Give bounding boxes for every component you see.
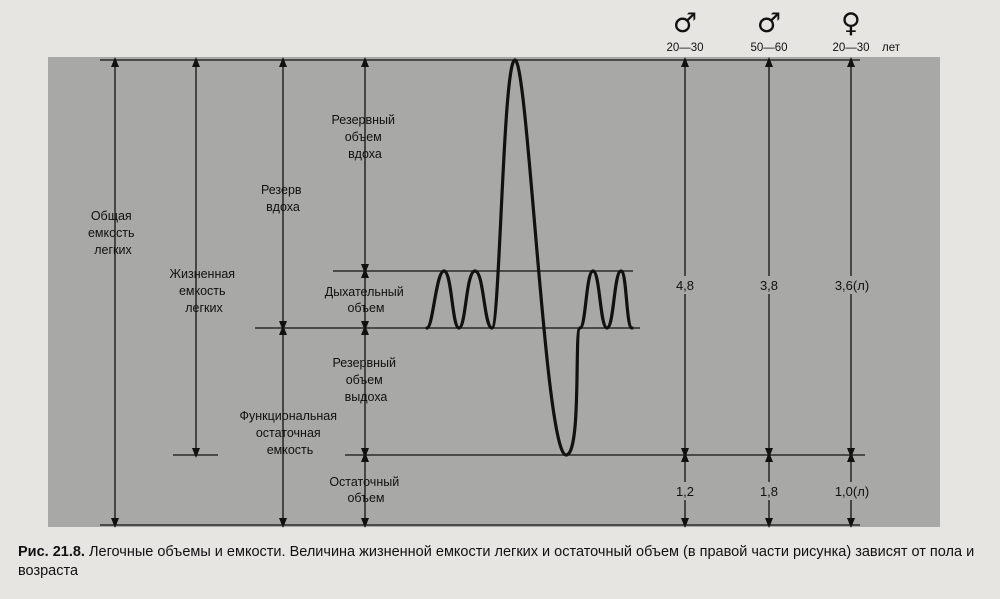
vital-capacity-label: Жизненная емкость легких (169, 267, 236, 315)
col1-vital-capacity: 4,8 (675, 278, 695, 293)
column-headers (666, 8, 900, 54)
irv-label: Резервный объем вдоха (331, 113, 395, 161)
col2-vital-capacity: 3,8 (759, 278, 779, 293)
erv-label: Резервный объем выдоха (332, 356, 396, 404)
total-capacity-label: Общая емкость легких (87, 209, 135, 257)
col1-residual-volume: 1,2 (675, 484, 695, 499)
frc-label: Функциональная остаточная емкость (239, 409, 338, 457)
col2-residual-volume: 1,8 (759, 484, 779, 499)
col1-age: 20—30 (666, 42, 704, 54)
col2-age: 50—60 (750, 42, 788, 54)
age-unit: лет (882, 42, 900, 54)
residual-label: Остаточный объем (329, 475, 400, 505)
figure-caption (18, 543, 983, 581)
female-symbol-icon: ♀ (841, 8, 861, 39)
male-symbol-icon: ♂ (672, 8, 698, 39)
tidal-label: Дыхательный объем (324, 285, 404, 315)
inspiratory-reserve-label: Резерв вдоха (260, 183, 302, 214)
caption-text: Легочные объемы и емкости. Величина жизненной емкости легких и остаточный объем (в правой части рисунка) зависят от пола и возраста (18, 544, 975, 579)
male-symbol-icon: ♂ (756, 8, 782, 39)
col3-residual-volume: 1,0(л) (834, 484, 870, 499)
caption-number: Рис. 21.8. (18, 544, 85, 560)
col3-vital-capacity: 3,6(л) (834, 278, 870, 293)
col3-age: 20—30 (832, 42, 870, 54)
